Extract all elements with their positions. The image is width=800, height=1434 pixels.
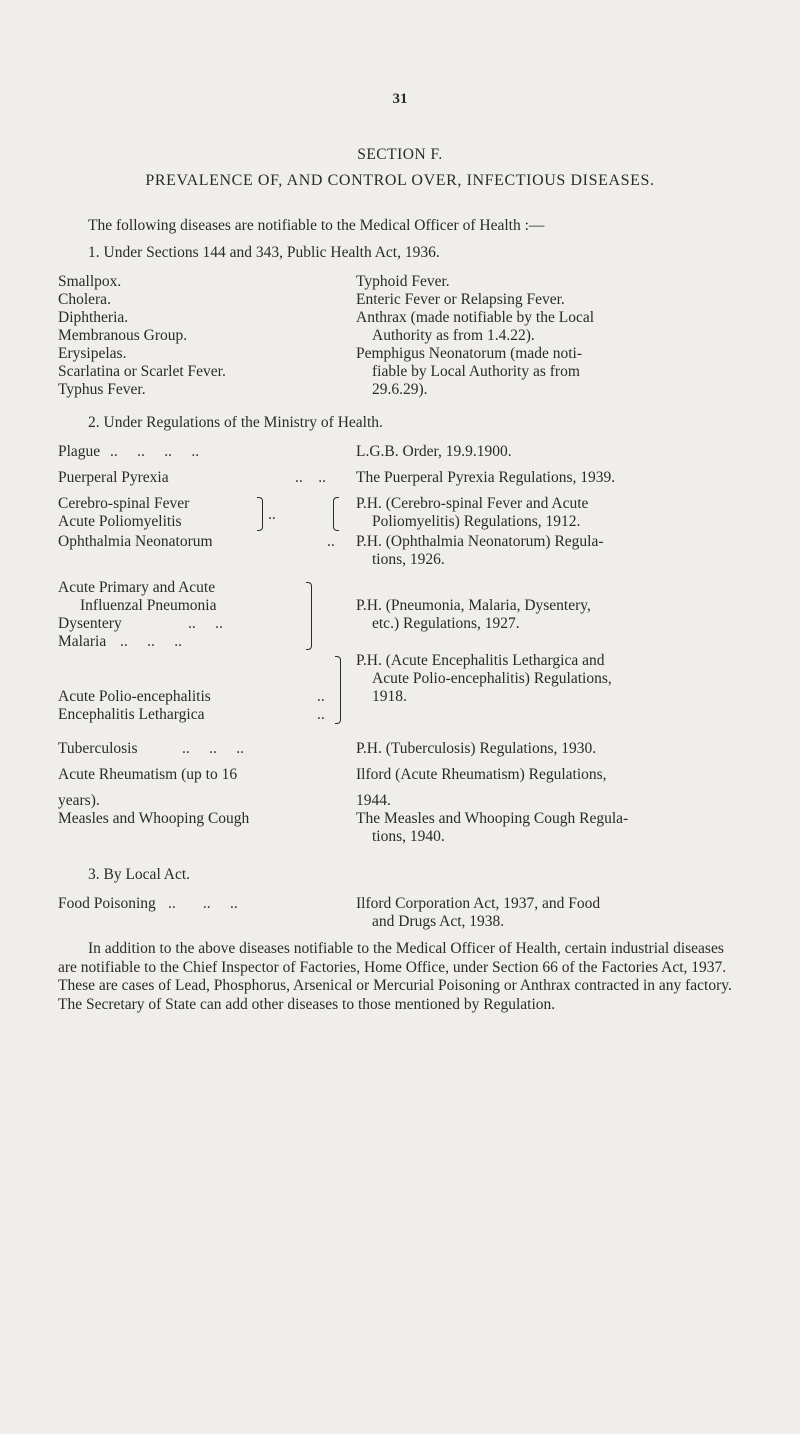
disease-polio: Acute Poliomyelitis — [58, 513, 182, 530]
disease-malaria: Malaria — [58, 633, 107, 650]
disease-item: Typhus Fever. — [58, 381, 146, 398]
disease-puerperal: Puerperal Pyrexia — [58, 469, 169, 486]
disease-item: Scarlatina or Scarlet Fever. — [58, 363, 226, 380]
disease-pneumonia-2: Influenzal Pneumonia — [80, 597, 217, 614]
leader-dots: .. .. — [295, 469, 326, 486]
disease-item: Cholera. — [58, 291, 111, 308]
brace — [333, 497, 339, 531]
leader-dots: .. .. .. — [182, 740, 244, 757]
regulation-food-1: Ilford Corporation Act, 1937, and Food — [356, 895, 601, 912]
regulation-encephalitis-1: P.H. (Acute Encephalitis Lethargica and — [356, 652, 605, 669]
leader-dots: .. .. .. — [168, 895, 238, 912]
regulation-rheumatism-1: Ilford (Acute Rheumatism) Regulations, — [356, 766, 607, 783]
part3-heading: 3. By Local Act. — [88, 866, 191, 883]
disease-encephalitis-lethargica: Encephalitis Lethargica — [58, 706, 205, 723]
disease-food-poisoning: Food Poisoning — [58, 895, 156, 912]
regulation-plague: L.G.B. Order, 19.9.1900. — [356, 443, 512, 460]
regulation-pneumonia-2: etc.) Regulations, 1927. — [372, 615, 520, 632]
leader-dots: .. — [327, 533, 335, 550]
disease-item: Smallpox. — [58, 273, 122, 290]
leader-dots: .. .. .. — [120, 633, 182, 650]
regulation-pneumonia-1: P.H. (Pneumonia, Malaria, Dysentery, — [356, 597, 591, 614]
regulation-cerebro-1: P.H. (Cerebro-spinal Fever and Acute — [356, 495, 589, 512]
disease-dysentery: Dysentery — [58, 615, 122, 632]
disease-item: Diphtheria. — [58, 309, 129, 326]
regulation-tuberculosis: P.H. (Tuberculosis) Regulations, 1930. — [356, 740, 597, 757]
regulation-cerebro-2: Poliomyelitis) Regulations, 1912. — [372, 513, 581, 530]
regulation-measles-2: tions, 1940. — [372, 828, 445, 845]
leader-dots: .. — [317, 688, 325, 705]
brace — [335, 656, 341, 724]
disease-rheumatism-1: Acute Rheumatism (up to 16 — [58, 766, 238, 783]
regulation-ophthalmia-1: P.H. (Ophthalmia Neonatorum) Regula- — [356, 533, 604, 550]
disease-measles: Measles and Whooping Cough — [58, 810, 250, 827]
leader-dots: .. — [317, 706, 325, 723]
disease-item: Membranous Group. — [58, 327, 188, 344]
leader-dots: .. .. — [188, 615, 223, 632]
disease-plague: Plague — [58, 443, 101, 460]
disease-item: 29.6.29). — [372, 381, 428, 398]
regulation-ophthalmia-2: tions, 1926. — [372, 551, 445, 568]
brace — [257, 497, 263, 531]
main-heading: PREVALENCE OF, AND CONTROL OVER, INFECTIOUS DISEASES. — [145, 172, 655, 189]
disease-item: Typhoid Fever. — [356, 273, 450, 290]
disease-item: Enteric Fever or Relapsing Fever. — [356, 291, 565, 308]
regulation-rheumatism-2: 1944. — [356, 792, 391, 809]
regulation-puerperal: The Puerperal Pyrexia Regulations, 1939. — [356, 469, 616, 486]
brace — [306, 582, 312, 650]
disease-item: fiable by Local Authority as from — [372, 363, 580, 380]
page-number: 31 — [392, 91, 408, 107]
disease-rheumatism-2: years). — [58, 792, 100, 809]
closing-paragraph: In addition to the above diseases notifiable to the Medical Officer of Health, certain industrial diseases are notifiable to the Chief Inspector of Factories, Home Office, under Section 66 of the Factories Act, 1937. These are cases of Lead, Phosphorus, Arsenical or Mercurial Poisoning or Anthrax contracted in any factory. The Secretary of State can add other diseases to those mentioned by Regulation. — [58, 940, 732, 1013]
disease-item: Erysipelas. — [58, 345, 127, 362]
part1-heading: 1. Under Sections 144 and 343, Public Health Act, 1936. — [88, 244, 440, 261]
regulation-encephalitis-3: 1918. — [372, 688, 407, 705]
disease-item: Anthrax (made notifiable by the Local — [356, 309, 595, 326]
section-title: SECTION F. — [357, 146, 443, 163]
disease-ophthalmia: Ophthalmia Neonatorum — [58, 533, 213, 550]
disease-cerebro: Cerebro-spinal Fever — [58, 495, 190, 512]
disease-item: Pemphigus Neonatorum (made noti- — [356, 345, 582, 362]
part2-heading: 2. Under Regulations of the Ministry of Health. — [88, 414, 383, 431]
disease-tuberculosis: Tuberculosis — [58, 740, 138, 757]
regulation-measles-1: The Measles and Whooping Cough Regula- — [356, 810, 629, 827]
leader-dots: .. .. .. .. — [110, 443, 200, 460]
disease-polio-encephalitis: Acute Polio-encephalitis — [58, 688, 211, 705]
disease-pneumonia-1: Acute Primary and Acute — [58, 579, 216, 596]
regulation-food-2: and Drugs Act, 1938. — [372, 913, 505, 930]
intro-text: The following diseases are notifiable to the Medical Officer of Health :— — [88, 217, 545, 234]
disease-item: Authority as from 1.4.22). — [372, 327, 535, 344]
regulation-encephalitis-2: Acute Polio-encephalitis) Regulations, — [372, 670, 612, 687]
leader-dots: .. — [268, 506, 276, 523]
